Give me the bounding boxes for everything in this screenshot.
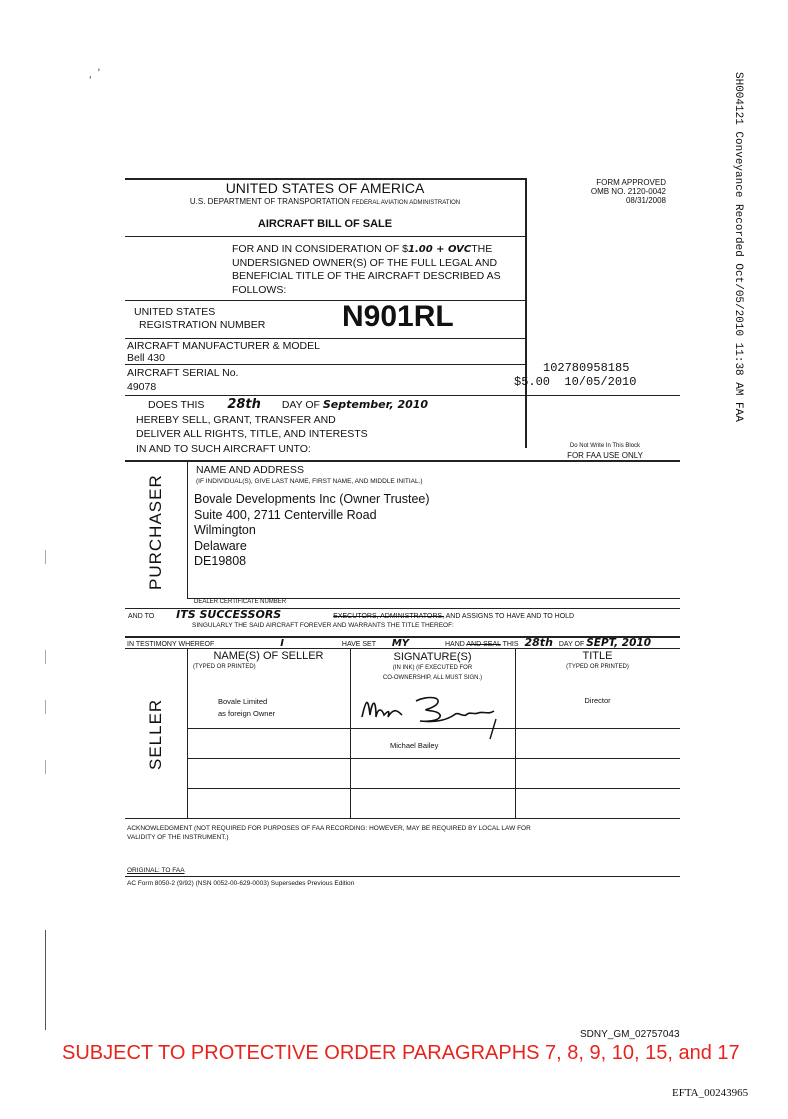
registration-label2: REGISTRATION NUMBER — [139, 319, 266, 331]
seller-col-title: TITLE — [582, 650, 613, 662]
stray-marks: ˒ ʾ — [88, 66, 102, 82]
recording-stamp: SH004121 Conveyance Recorded Oct/05/2010 11:38 AM FAA — [732, 72, 744, 422]
purchaser-name-note: (IF INDIVIDUAL(S), GIVE LAST NAME, FIRST NAME, AND MIDDLE INITIAL.) — [196, 478, 423, 485]
manufacturer-label: AIRCRAFT MANUFACTURER & MODEL — [127, 340, 320, 352]
country-title: UNITED STATES OF AMERICA — [225, 180, 425, 196]
seller-signature — [358, 689, 508, 741]
seller-col-sig: SIGNATURE(S) — [393, 651, 472, 663]
faa-use-line2: FOR FAA USE ONLY — [567, 451, 643, 460]
purchaser-side-label: PURCHASER — [146, 474, 165, 590]
consideration-pre: FOR AND IN CONSIDERATION OF $ — [232, 243, 408, 255]
original-to-faa: ORIGINAL: TO FAA — [127, 867, 185, 874]
and-to-hand: ITS SUCCESSORS — [176, 608, 282, 621]
faa-use-block — [530, 441, 680, 461]
consideration-line3: BENEFICIAL TITLE OF THE AIRCRAFT DESCRIBED AS — [232, 270, 501, 282]
protective-order: SUBJECT TO PROTECTIVE ORDER PARAGRAPHS 7, 8, 9, 10, 15, and 17 — [62, 1042, 740, 1064]
omb-date: 08/31/2008 — [625, 196, 666, 205]
registration-number: N901RL — [342, 300, 454, 333]
seller-name2: as foreign Owner — [218, 709, 276, 718]
testimony-hand-label: HAND — [444, 641, 465, 648]
seller-side-label: SELLER — [146, 698, 165, 770]
and-to-label: AND TO — [128, 613, 155, 620]
signature-graphic — [358, 689, 508, 741]
sale-month: September, 2010 — [322, 398, 429, 411]
seller-col-title-sub: (TYPED OR PRINTED) — [566, 664, 629, 670]
purchaser-line: Bovale Developments Inc (Owner Trustee) — [194, 492, 430, 506]
testimony-day-of: DAY OF — [558, 641, 585, 648]
seller-col-sig-sub2: CO-OWNERSHIP, ALL MUST SIGN.) — [382, 675, 483, 681]
manufacturer-value: Bell 430 — [127, 352, 165, 364]
testimony-label: IN TESTIMONY WHEREOF — [127, 641, 215, 648]
purchaser-name-header: NAME AND ADDRESS — [196, 464, 304, 476]
form-approved — [530, 178, 666, 205]
serial-value: 49078 — [127, 381, 157, 393]
bates-number: SDNY_GM_02757043 — [580, 1029, 680, 1040]
seller-col-sig-sub1: (IN INK) (IF EXECUTED FOR — [392, 665, 473, 671]
purchaser-line: Wilmington — [194, 523, 256, 537]
purchaser-address — [194, 492, 430, 570]
margin-mark — [45, 550, 46, 564]
and-to-struck: EXECUTORS, ADMINISTRATORS, — [333, 613, 445, 620]
sale-day-of: DAY OF — [281, 399, 320, 411]
faa-stamp-number: 102780958185 — [543, 361, 630, 375]
faa-stamp-fee-date: $5.00 10/05/2010 — [514, 375, 637, 389]
does-this: DOES THIS — [148, 399, 205, 411]
acknowledgment — [127, 824, 531, 842]
form-title: AIRCRAFT BILL OF SALE — [257, 218, 393, 230]
and-to-rest: AND ASSIGNS TO HAVE AND TO HOLD — [445, 613, 575, 620]
seller-col-name-sub: (TYPED OR PRINTED) — [193, 664, 256, 670]
sale-block — [136, 398, 526, 456]
serial-label: AIRCRAFT SERIAL No. — [127, 367, 239, 379]
seller-signer: Michael Bailey — [390, 741, 439, 750]
testimony-hand1: I — [280, 638, 284, 649]
margin-mark — [45, 700, 46, 714]
margin-mark — [45, 760, 46, 774]
department: U.S. DEPARTMENT OF TRANSPORTATION — [189, 197, 350, 206]
seller-name-header — [187, 651, 350, 673]
testimony-row — [127, 636, 687, 649]
purchaser-line: Delaware — [194, 538, 247, 553]
registration-label — [134, 306, 265, 332]
seller-name1: Bovale Limited — [218, 697, 268, 706]
form-approved-label: FORM APPROVED — [596, 178, 666, 187]
faa-use-line1: Do Not Write In This Block — [569, 443, 641, 449]
agency: FEDERAL AVIATION ADMINISTRATION — [351, 200, 461, 206]
testimony-day: 28th — [524, 636, 553, 649]
acknowledgment-line2: VALIDITY OF THE INSTRUMENT.) — [127, 834, 229, 841]
consideration-post: THE — [471, 243, 493, 255]
sale-line2: HEREBY SELL, GRANT, TRANSFER AND — [136, 413, 336, 426]
seller-col-name: NAME(S) OF SELLER — [213, 650, 324, 662]
seller-title: Director — [584, 696, 611, 705]
margin-mark — [45, 650, 46, 664]
seller-title-header — [515, 651, 680, 673]
sale-line4: IN AND TO SUCH AIRCRAFT UNTO: — [136, 442, 311, 455]
efta-number: EFTA_00243965 — [672, 1087, 749, 1099]
dealer-certificate-label: DEALER CERTIFICATE NUMBER — [194, 599, 287, 605]
and-to-row — [128, 608, 683, 621]
testimony-hand2: MY — [391, 638, 410, 649]
sale-line3: DELIVER ALL RIGHTS, TITLE, AND INTERESTS — [136, 428, 368, 440]
and-to-line2: SINGULARLY THE SAID AIRCRAFT FOREVER AND WARRANTS THE TITLE THEREOF: — [192, 622, 454, 629]
testimony-have-set: HAVE SET — [341, 641, 376, 648]
acknowledgment-line1: ACKNOWLEDGMENT (NOT REQUIRED FOR PURPOSES OF FAA RECORDING: HOWEVER, MAY BE REQUIRED BY LOCAL LAW FOR — [127, 825, 531, 832]
registration-label1: UNITED STATES — [134, 306, 216, 318]
margin-mark — [45, 930, 46, 1030]
purchaser-line: DE19808 — [194, 554, 247, 568]
consideration-line4: FOLLOWS: — [232, 283, 287, 296]
testimony-struck: AND SEAL — [466, 641, 501, 648]
consideration-block — [232, 243, 522, 297]
department-line — [125, 197, 525, 206]
sale-day: 28th — [227, 397, 261, 412]
consideration-line2: UNDERSIGNED OWNER(S) OF THE FULL LEGAL AND — [232, 256, 498, 269]
consideration-amount: 1.00 + OVC — [408, 244, 472, 255]
form-number: AC Form 8050-2 (9/92) (NSN 0052-00-629-0003) Supersedes Previous Edition — [127, 880, 355, 887]
purchaser-line: Suite 400, 2711 Centerville Road — [194, 507, 377, 522]
omb-number: OMB NO. 2120-0042 — [590, 187, 666, 196]
seller-sig-header — [350, 651, 515, 683]
testimony-date: SEPT, 2010 — [586, 637, 652, 649]
testimony-this: THIS — [502, 641, 519, 648]
seller-name — [218, 696, 275, 720]
